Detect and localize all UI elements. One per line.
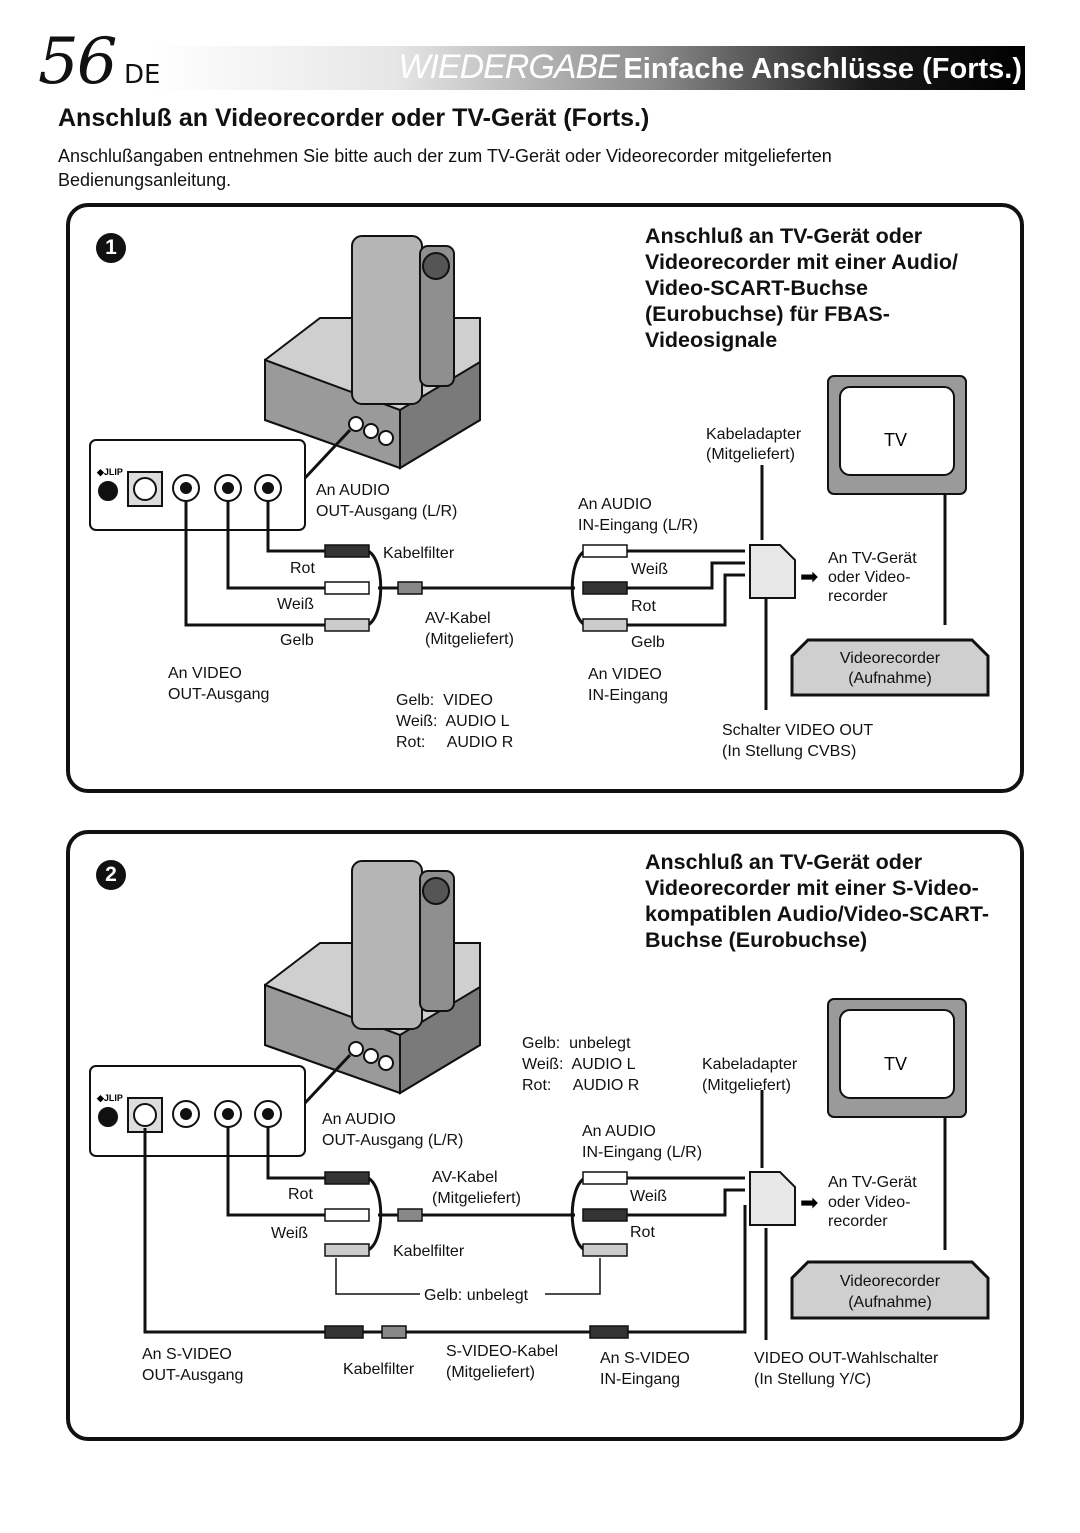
p2-kabeladapter-2: (Mitgeliefert)	[702, 1077, 791, 1094]
p1-gelb-right: Gelb	[631, 634, 665, 651]
p1-rot-left: Rot	[290, 560, 315, 577]
p2-vcr-label-2: (Aufnahme)	[848, 1294, 932, 1311]
chapter-title-italic: WIEDERGABE	[398, 48, 619, 86]
p1-video-out-2: OUT-Ausgang	[168, 686, 270, 703]
p1-weiss-left: Weiß	[277, 596, 315, 613]
p2-kabelfilter: Kabelfilter	[393, 1243, 465, 1260]
p2-tv-geraet-3: recorder	[828, 1213, 888, 1230]
panel1-heading: Anschluß an TV-Gerät oder Videorecorder mit einer Audio/ Video-SCART-Buchse (Eurobuchse) für FBAS-Videosignale	[645, 224, 959, 352]
p1-vcr-label: Videorecorder	[839, 650, 941, 667]
p1-tv-geraet-3: recorder	[828, 588, 888, 605]
p1-vcr-label-2: (Aufnahme)	[848, 670, 932, 687]
arrow-right-icon: ➡	[800, 1191, 819, 1216]
tv-label: TV	[884, 1054, 908, 1074]
p2-audio-in: An AUDIO	[582, 1123, 656, 1140]
p2-wahlschalter-2: (In Stellung Y/C)	[754, 1371, 872, 1388]
jack-panel-icon	[90, 1066, 305, 1156]
p1-kabeladapter-2: (Mitgeliefert)	[706, 446, 795, 463]
p1-legend-1: Gelb: VIDEO	[396, 692, 493, 709]
p1-tv-geraet-2: oder Video-	[828, 569, 911, 586]
p1-schalter: Schalter VIDEO OUT	[722, 722, 874, 739]
p2-audio-in-2: IN-Eingang (L/R)	[582, 1144, 703, 1161]
p1-audio-in-2: IN-Eingang (L/R)	[578, 517, 699, 534]
p2-svideo-in-2: IN-Eingang	[600, 1371, 681, 1388]
p2-svkabel-2: (Mitgeliefert)	[446, 1364, 535, 1381]
p1-audio-out: An AUDIO	[316, 482, 390, 499]
p1-rot-right: Rot	[631, 598, 656, 615]
page-language: DE	[124, 60, 161, 90]
p2-audio-out-2: OUT-Ausgang (L/R)	[322, 1132, 464, 1149]
chapter-title-bold: Einfache Anschlüsse (Forts.)	[623, 53, 1022, 85]
p2-legend-1: Gelb: unbelegt	[522, 1035, 631, 1052]
p1-tv-geraet: An TV-Gerät	[828, 550, 917, 567]
p1-gelb-left: Gelb	[280, 632, 314, 649]
p1-weiss-right: Weiß	[631, 561, 669, 578]
p2-audio-out: An AUDIO	[322, 1111, 396, 1128]
p1-audio-out-2: OUT-Ausgang (L/R)	[316, 503, 458, 520]
p2-gelb-unbelegt: Gelb: unbelegt	[424, 1287, 529, 1304]
p2-tv-geraet: An TV-Gerät	[828, 1174, 917, 1191]
p2-rot-left: Rot	[288, 1186, 313, 1203]
p1-audio-in: An AUDIO	[578, 496, 652, 513]
p2-rot-right: Rot	[630, 1224, 655, 1241]
intro-text: Anschlußangaben entnehmen Sie bitte auch der zum TV-Gerät oder Videorecorder mitgelieferten Bedienungsanleitung.	[58, 146, 832, 190]
scart-adapter-icon	[750, 1172, 795, 1225]
p2-vcr-label: Videorecorder	[839, 1273, 941, 1290]
p2-kabeladapter: Kabeladapter	[702, 1056, 798, 1073]
p1-video-in: An VIDEO	[588, 666, 662, 683]
tv-label: TV	[884, 430, 908, 450]
p2-weiss-left: Weiß	[271, 1225, 309, 1242]
arrow-right-icon: ➡	[800, 565, 819, 590]
p1-video-out: An VIDEO	[168, 665, 242, 682]
p2-svideo-in: An S-VIDEO	[600, 1350, 690, 1367]
p1-schalter-2: (In Stellung CVBS)	[722, 743, 857, 760]
p2-weiss-right: Weiß	[630, 1188, 668, 1205]
p1-legend-2: Weiß: AUDIO L	[396, 713, 510, 730]
p2-wahlschalter: VIDEO OUT-Wahlschalter	[754, 1350, 939, 1367]
step-badge-1: 1	[96, 233, 126, 263]
p2-legend-3: Rot: AUDIO R	[522, 1077, 640, 1094]
step-badge-2: 2	[96, 860, 126, 890]
section-title: Anschluß an Videorecorder oder TV-Gerät (Forts.)	[58, 104, 650, 132]
p1-legend-3: Rot: AUDIO R	[396, 734, 514, 751]
p2-avkabel-2: (Mitgeliefert)	[432, 1190, 521, 1207]
p1-video-in-2: IN-Eingang	[588, 687, 669, 704]
p2-kabelfilter-2: Kabelfilter	[343, 1361, 415, 1378]
jlip-label: ◆JLIP	[97, 467, 123, 477]
p2-tv-geraet-2: oder Video-	[828, 1194, 911, 1211]
camcorder-dock-icon	[265, 861, 480, 1093]
p2-svideo-out-2: OUT-Ausgang	[142, 1367, 244, 1384]
jlip-label: ◆JLIP	[97, 1093, 123, 1103]
p1-avkabel-2: (Mitgeliefert)	[425, 631, 514, 648]
p2-svkabel: S-VIDEO-Kabel	[446, 1343, 559, 1360]
page-number: 56	[38, 25, 116, 99]
p1-avkabel: AV-Kabel	[425, 610, 491, 627]
p1-kabelfilter: Kabelfilter	[383, 545, 455, 562]
p2-svideo-out: An S-VIDEO	[142, 1346, 232, 1363]
panel2-heading: Anschluß an TV-Gerät oder Videorecorder mit einer S-Video- kompatiblen Audio/Video-SCART- Buchse (Eurobuchse)	[645, 850, 990, 952]
p2-avkabel: AV-Kabel	[432, 1169, 498, 1186]
p1-kabeladapter: Kabeladapter	[706, 426, 802, 443]
p2-legend-2: Weiß: AUDIO L	[522, 1056, 636, 1073]
